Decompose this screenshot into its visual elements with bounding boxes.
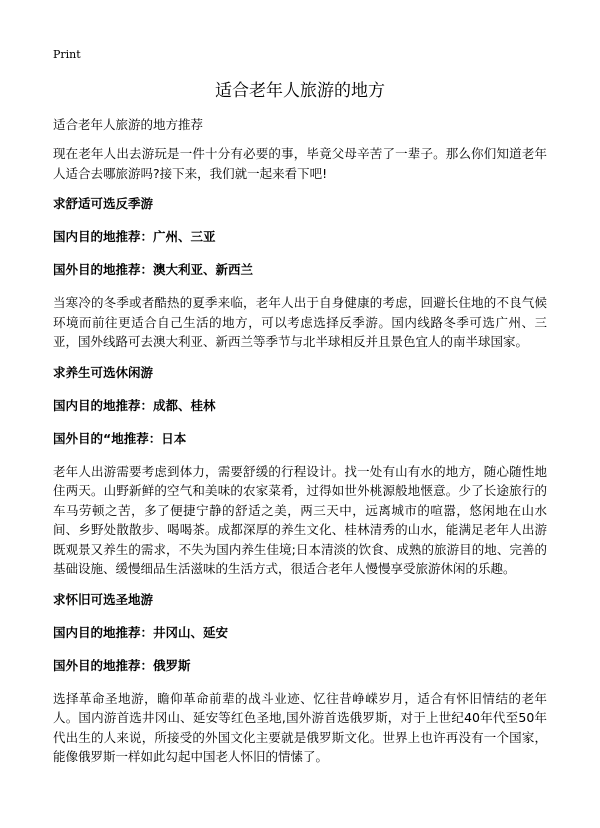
section-heading: 求养生可选休闲游	[53, 364, 154, 380]
section-heading: 求怀旧可选圣地游	[53, 591, 154, 607]
subtitle: 适合老年人旅游的地方推荐	[53, 117, 204, 132]
print-link[interactable]: Print	[53, 48, 81, 61]
page-title: 适合老年人旅游的地方	[215, 81, 385, 101]
domestic-recommendation: 国内目的地推荐：成都、桂林	[53, 397, 216, 413]
domestic-recommendation: 国内目的地推荐：井冈山、延安	[53, 624, 229, 640]
section-heading: 求舒适可选反季游	[53, 196, 154, 211]
foreign-recommendation: 国外目的“地推荐：日本	[53, 430, 187, 446]
intro-paragraph: 现在老年人出去游玩是一件十分有必要的事，毕竟父母辛苦了一辈子。那么你们知道老年人适合去哪旅游吗?接下来，我们就一起来看下吧!	[53, 146, 547, 181]
foreign-recommendation: 国外目的地推荐：俄罗斯	[53, 657, 191, 673]
domestic-recommendation: 国内目的地推荐：广州、三亚	[53, 229, 216, 244]
section-body: 老年人出游需要考虑到体力，需要舒缓的行程设计。找一处有山有水的地方，随心随性地住两天。山野新鲜的空气和美味的农家菜肴，过得如世外桃源般地惬意。少了长途旅行的车马劳顿之苦，多了便捷宁静的舒适之美，两三天中，远离城市的喧嚣，悠闲地在山水间、乡野处散散步、喝喝茶。成都深厚的养生文化、桂林清秀的山水，能满足老年人出游既观景又养生的需求，不失为国内养生佳境;日本清淡的饮食、成熟的旅游目的地、完善的基础设施、缓慢细品生活滋味的生活方式，很适合老年人慢慢享受旅游休闲的乐趣。	[53, 463, 547, 576]
section-off-season	[53, 194, 547, 352]
section-nostalgia	[53, 590, 547, 767]
section-body: 选择革命圣地游，瞻仰革命前辈的战斗业迹、忆往昔峥嵘岁月，适合有怀旧情结的老年人。国内游首选井冈山、延安等红色圣地,国外游首选俄罗斯，对于上世纪40年代至50年代出生的人来说，所接受的外国文化主要就是俄罗斯文化。世界上也许再没有一个国家，能像俄罗斯一样如此勾起中国老人怀旧的情愫了。	[53, 690, 547, 764]
foreign-recommendation: 国外目的地推荐：澳大利亚、新西兰	[53, 262, 254, 277]
section-leisure	[53, 363, 547, 579]
section-body: 当寒冷的冬季或者酷热的夏季来临，老年人出于自身健康的考虑，回避长住地的不良气候环境而前往更适合自己生活的地方，可以考虑选择反季游。国内线路冬季可选广州、三亚，国外线路可去澳大利亚、新西兰等季节与北半球相反并且景色宜人的南半球国家。	[53, 295, 547, 349]
